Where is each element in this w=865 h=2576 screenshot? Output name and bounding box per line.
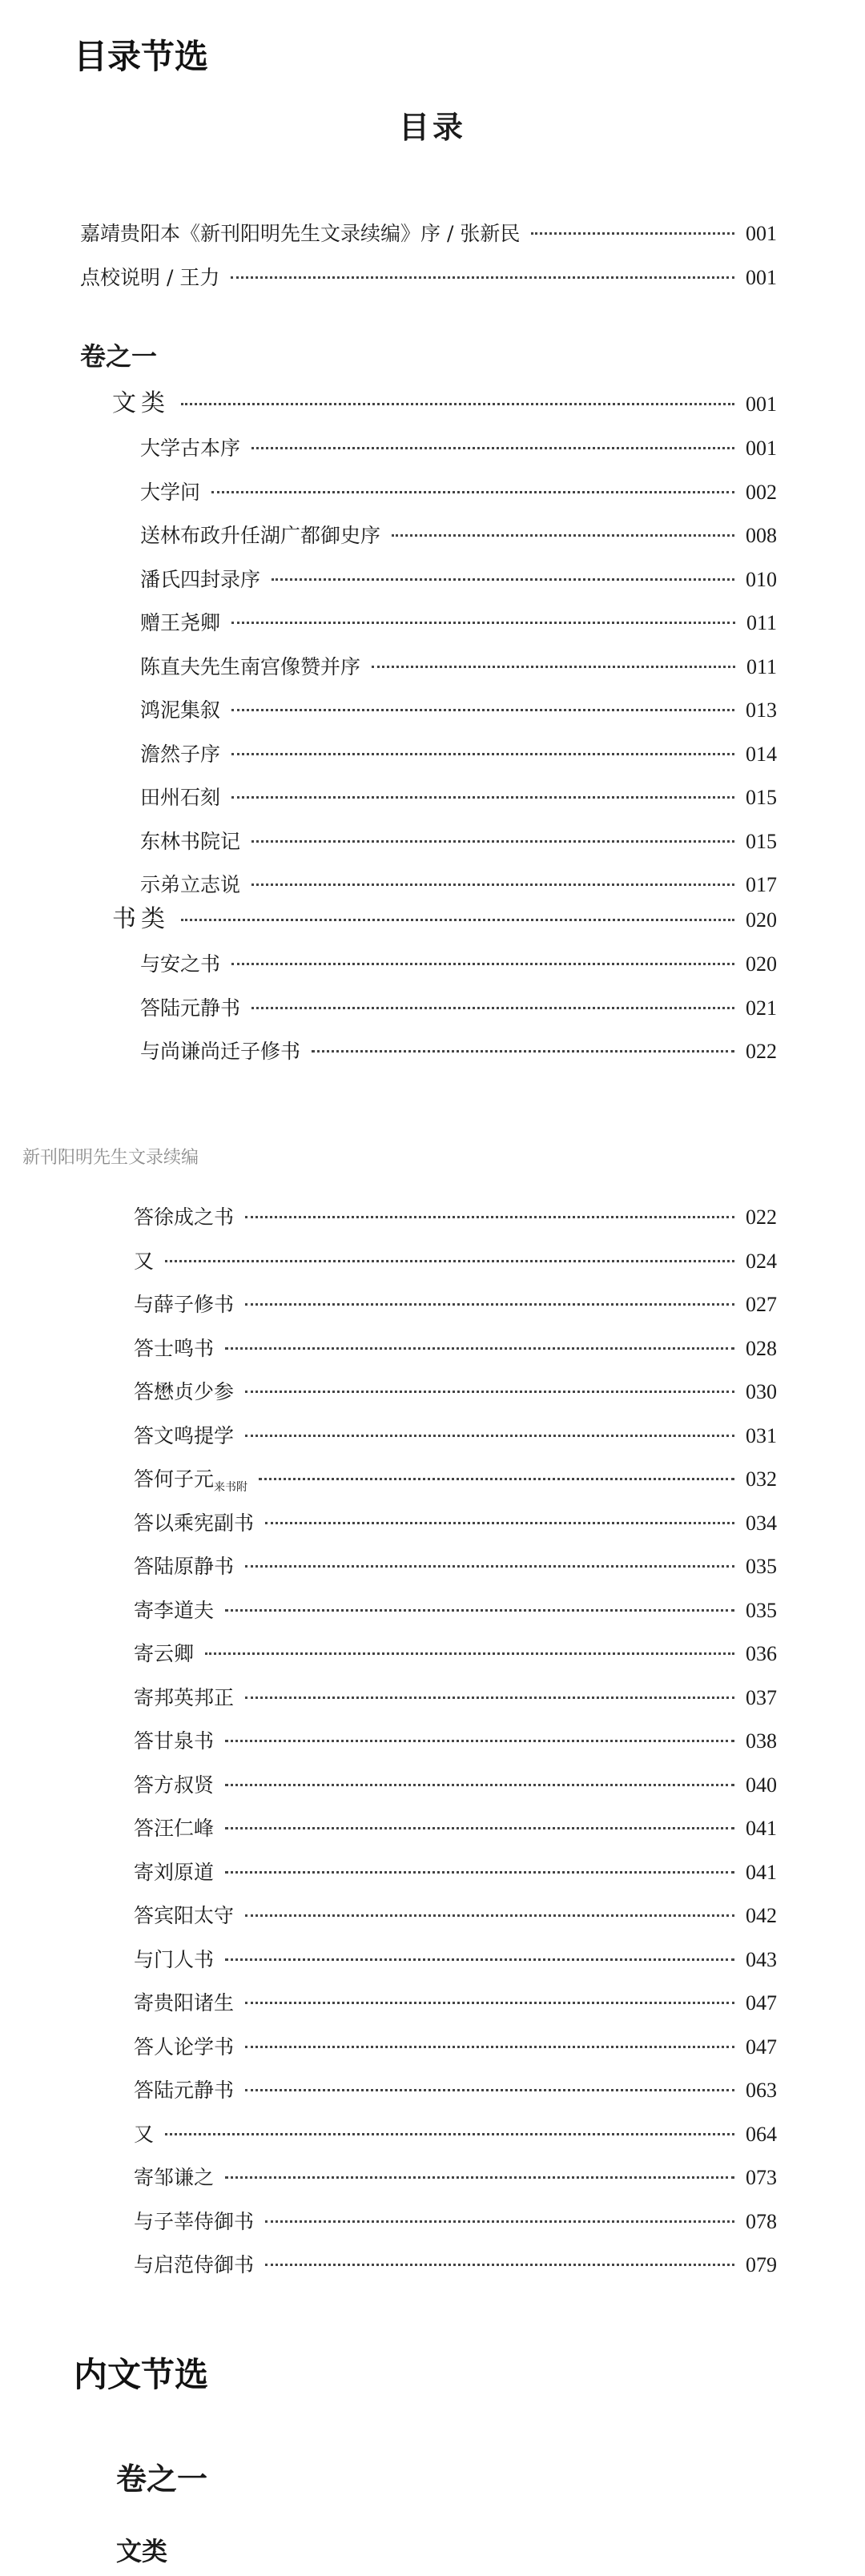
toc-entry-page: 031 xyxy=(746,1423,777,1447)
toc-entry-label: 答文鸣提学 xyxy=(134,1423,235,1447)
leader-dots xyxy=(245,1216,734,1218)
toc-entry-label: 答士鸣书 xyxy=(134,1336,215,1360)
toc-entry-label: 答陆元静书 xyxy=(134,2079,235,2102)
toc-entry xyxy=(0,694,865,739)
toc-entry xyxy=(0,218,865,262)
toc-entry-label: 答宾阳太守 xyxy=(134,1904,235,1927)
toc-entry-note: 来书附 xyxy=(214,1481,248,1494)
toc-entry xyxy=(0,739,865,783)
toc-entry xyxy=(0,1857,865,1901)
toc-entry-label: 寄刘原道 xyxy=(134,1860,215,1884)
running-head: 新刊阳明先生文录续编 xyxy=(22,1148,199,1168)
toc-entry-label: 寄邹谦之 xyxy=(134,2166,215,2189)
leader-dots xyxy=(251,1007,734,1009)
toc-entry-page: 017 xyxy=(746,873,777,896)
toc-entry xyxy=(0,1507,865,1552)
leader-dots xyxy=(225,1784,734,1786)
toc-entry-page: 001 xyxy=(746,265,777,289)
toc-entry-label: 寄李道夫 xyxy=(134,1598,215,1622)
continued-list xyxy=(0,1201,865,2293)
toc-entry xyxy=(0,2031,865,2075)
toc-entry xyxy=(0,1725,865,1769)
toc-entry xyxy=(0,1638,865,1682)
leader-dots xyxy=(251,447,734,449)
toc-entry xyxy=(0,477,865,521)
leader-dots xyxy=(225,1740,734,1742)
toc-entry xyxy=(0,1551,865,1595)
volume-label: 卷之一 xyxy=(80,341,158,372)
toc-entry-page: 079 xyxy=(746,2253,777,2276)
category-shu-list xyxy=(0,899,865,1080)
toc-entry-label: 答甘泉书 xyxy=(134,1729,215,1753)
toc-title: 目录 xyxy=(398,109,466,145)
toc-entry-page: 047 xyxy=(746,1991,777,2015)
toc-category xyxy=(0,383,865,433)
toc-entry-label: 嘉靖贵阳本《新刊阳明先生文录续编》序 / 张新民 xyxy=(80,222,521,245)
toc-entry-page: 011 xyxy=(746,654,777,678)
leader-dots xyxy=(225,1827,734,1829)
toc-entry-page: 078 xyxy=(746,2209,777,2233)
leader-dots xyxy=(181,403,734,405)
toc-entry-page: 064 xyxy=(746,2122,777,2146)
toc-entry-label: 答人论学书 xyxy=(134,2035,235,2059)
toc-entry-label: 送林布政升任湖广都御史序 xyxy=(140,524,381,547)
toc-entry-page: 041 xyxy=(746,1860,777,1884)
preface-list xyxy=(0,218,865,305)
toc-entry-label: 与子莘侍御书 xyxy=(134,2209,255,2233)
leader-dots xyxy=(211,491,734,493)
toc-entry-page: 014 xyxy=(746,742,777,766)
leader-dots xyxy=(245,1303,734,1306)
toc-entry-page: 015 xyxy=(746,786,777,809)
leader-dots xyxy=(231,709,734,711)
toc-entry xyxy=(0,1595,865,1639)
toc-entry-page: 037 xyxy=(746,1685,777,1709)
toc-category-label: 文类 xyxy=(112,389,170,417)
toc-entry-page: 035 xyxy=(746,1598,777,1622)
toc-entry-page: 020 xyxy=(746,952,777,976)
leader-dots xyxy=(312,1050,734,1053)
toc-entry-label: 鸿泥集叙 xyxy=(140,698,221,722)
toc-entry xyxy=(0,1944,865,1988)
category-wen-list xyxy=(0,383,865,913)
toc-entry-label: 又 xyxy=(134,2122,155,2146)
toc-entry-page: 030 xyxy=(746,1380,777,1403)
toc-entry-label: 大学问 xyxy=(140,480,201,504)
toc-entry xyxy=(0,1246,865,1290)
toc-entry xyxy=(0,2162,865,2206)
toc-entry-label: 寄贵阳诸生 xyxy=(134,1991,235,2015)
toc-entry-page: 038 xyxy=(746,1729,777,1753)
leader-dots xyxy=(245,1565,734,1568)
leader-dots xyxy=(231,796,734,799)
toc-entry-label: 澹然子序 xyxy=(140,742,221,766)
toc-entry-label: 与启范侍御书 xyxy=(134,2253,255,2276)
toc-entry xyxy=(0,992,865,1036)
toc-entry xyxy=(0,2075,865,2119)
toc-entry-label: 答徐成之书 xyxy=(134,1205,235,1229)
leader-dots xyxy=(225,2176,734,2179)
leader-dots xyxy=(245,1697,734,1699)
leader-dots xyxy=(245,1435,734,1437)
leader-dots xyxy=(231,622,735,624)
toc-entry-page: 011 xyxy=(746,611,777,634)
leader-dots xyxy=(265,2220,734,2223)
toc-entry xyxy=(0,1289,865,1333)
toc-entry-label: 东林书院记 xyxy=(140,829,241,853)
toc-entry-label: 答陆原静书 xyxy=(134,1555,235,1578)
toc-entry-page: 013 xyxy=(746,698,777,722)
toc-entry-label: 寄云卿 xyxy=(134,1642,195,1665)
toc-entry xyxy=(0,1682,865,1726)
content-category-label: 文类 xyxy=(116,2536,168,2566)
toc-entry-page: 040 xyxy=(746,1773,777,1797)
toc-entry xyxy=(0,1333,865,1377)
toc-entry-page: 021 xyxy=(746,996,777,1020)
toc-entry-page: 032 xyxy=(746,1467,777,1491)
toc-entry xyxy=(0,433,865,477)
toc-category-page: 020 xyxy=(746,908,777,932)
toc-category xyxy=(0,899,865,948)
leader-dots xyxy=(231,963,734,965)
leader-dots xyxy=(225,1609,734,1612)
toc-entry xyxy=(0,607,865,651)
toc-entry xyxy=(0,1463,865,1507)
toc-entry-label: 潘氏四封录序 xyxy=(140,567,261,591)
leader-dots xyxy=(231,276,734,279)
toc-entry-page: 001 xyxy=(746,437,777,460)
leader-dots xyxy=(265,2264,734,2266)
toc-entry-page: 042 xyxy=(746,1904,777,1927)
toc-entry xyxy=(0,1036,865,1080)
toc-entry-page: 024 xyxy=(746,1249,777,1273)
toc-entry-page: 041 xyxy=(746,1817,777,1840)
toc-entry-page: 036 xyxy=(746,1642,777,1665)
toc-entry xyxy=(0,262,865,306)
leader-dots xyxy=(372,666,735,668)
toc-entry-label-text: 答何子元 xyxy=(134,1467,215,1491)
toc-entry-label: 与安之书 xyxy=(140,952,221,976)
leader-dots xyxy=(165,1260,734,1262)
leader-dots xyxy=(205,1652,734,1655)
leader-dots xyxy=(251,883,734,886)
toc-entry-page: 027 xyxy=(746,1293,777,1316)
toc-entry-label: 与薛子修书 xyxy=(134,1293,235,1316)
leader-dots xyxy=(245,2002,734,2004)
leader-dots xyxy=(245,1391,734,1393)
toc-entry xyxy=(0,948,865,992)
toc-entry xyxy=(0,1900,865,1944)
leader-dots xyxy=(272,578,734,581)
leader-dots xyxy=(251,840,734,843)
leader-dots xyxy=(231,753,734,755)
toc-entry xyxy=(0,2119,865,2163)
toc-entry xyxy=(0,2249,865,2293)
toc-entry-label: 大学古本序 xyxy=(140,437,241,460)
toc-entry-page: 035 xyxy=(746,1555,777,1578)
leader-dots xyxy=(225,1871,734,1874)
leader-dots xyxy=(259,1478,734,1480)
toc-entry-page: 022 xyxy=(746,1205,777,1229)
toc-entry xyxy=(0,651,865,695)
toc-entry-label: 寄邦英邦正 xyxy=(134,1685,235,1709)
toc-entry-label: 点校说明 / 王力 xyxy=(80,265,220,289)
toc-entry-label: 与尚谦尚迁子修书 xyxy=(140,1040,301,1063)
toc-category-page: 001 xyxy=(746,392,777,416)
leader-dots xyxy=(531,232,734,235)
toc-entry-label: 与门人书 xyxy=(134,1947,215,1971)
leader-dots xyxy=(225,1347,734,1350)
toc-entry-page: 063 xyxy=(746,2079,777,2102)
toc-entry xyxy=(0,1813,865,1857)
toc-entry xyxy=(0,1201,865,1246)
leader-dots xyxy=(245,1914,734,1917)
leader-dots xyxy=(392,534,734,537)
toc-entry-label: 又 xyxy=(134,1249,155,1273)
toc-entry xyxy=(0,1987,865,2031)
leader-dots xyxy=(245,2089,734,2091)
leader-dots xyxy=(265,1522,734,1524)
toc-entry-page: 002 xyxy=(746,480,777,504)
content-excerpt-heading: 内文节选 xyxy=(74,2355,209,2394)
toc-entry-page: 043 xyxy=(746,1947,777,1971)
toc-entry xyxy=(0,782,865,826)
toc-category-label: 书类 xyxy=(112,905,170,933)
leader-dots xyxy=(245,2046,734,2048)
toc-entry-page: 034 xyxy=(746,1511,777,1535)
toc-entry-page: 010 xyxy=(746,567,777,591)
toc-entry-label: 答以乘宪副书 xyxy=(134,1511,255,1535)
toc-entry xyxy=(0,520,865,564)
toc-entry-page: 015 xyxy=(746,829,777,853)
toc-entry-label: 陈直夫先生南宫像赞并序 xyxy=(140,654,361,678)
toc-entry-page: 047 xyxy=(746,2035,777,2059)
toc-entry xyxy=(0,1376,865,1420)
leader-dots xyxy=(181,919,734,921)
toc-entry-page: 022 xyxy=(746,1040,777,1063)
leader-dots xyxy=(225,1958,734,1961)
toc-entry xyxy=(0,826,865,870)
toc-entry-label: 答懋贞少参 xyxy=(134,1380,235,1403)
toc-entry xyxy=(0,1420,865,1464)
toc-entry xyxy=(0,564,865,608)
toc-entry-label: 答汪仁峰 xyxy=(134,1817,215,1840)
toc-entry xyxy=(0,2206,865,2250)
toc-entry-page: 008 xyxy=(746,524,777,547)
leader-dots xyxy=(165,2133,734,2135)
toc-entry-label: 示弟立志说 xyxy=(140,873,241,896)
toc-entry-page: 028 xyxy=(746,1336,777,1360)
toc-entry-label xyxy=(134,1463,247,1492)
toc-entry-label: 赠王尧卿 xyxy=(140,611,221,634)
toc-entry-label: 答陆元静书 xyxy=(140,996,241,1020)
toc-entry-label: 田州石刻 xyxy=(140,786,221,809)
toc-entry xyxy=(0,1769,865,1813)
toc-entry-label: 答方叔贤 xyxy=(134,1773,215,1797)
content-volume-label: 卷之一 xyxy=(116,2461,208,2497)
toc-excerpt-heading: 目录节选 xyxy=(74,37,209,76)
toc-entry-page: 001 xyxy=(746,222,777,245)
toc-entry-page: 073 xyxy=(746,2166,777,2189)
